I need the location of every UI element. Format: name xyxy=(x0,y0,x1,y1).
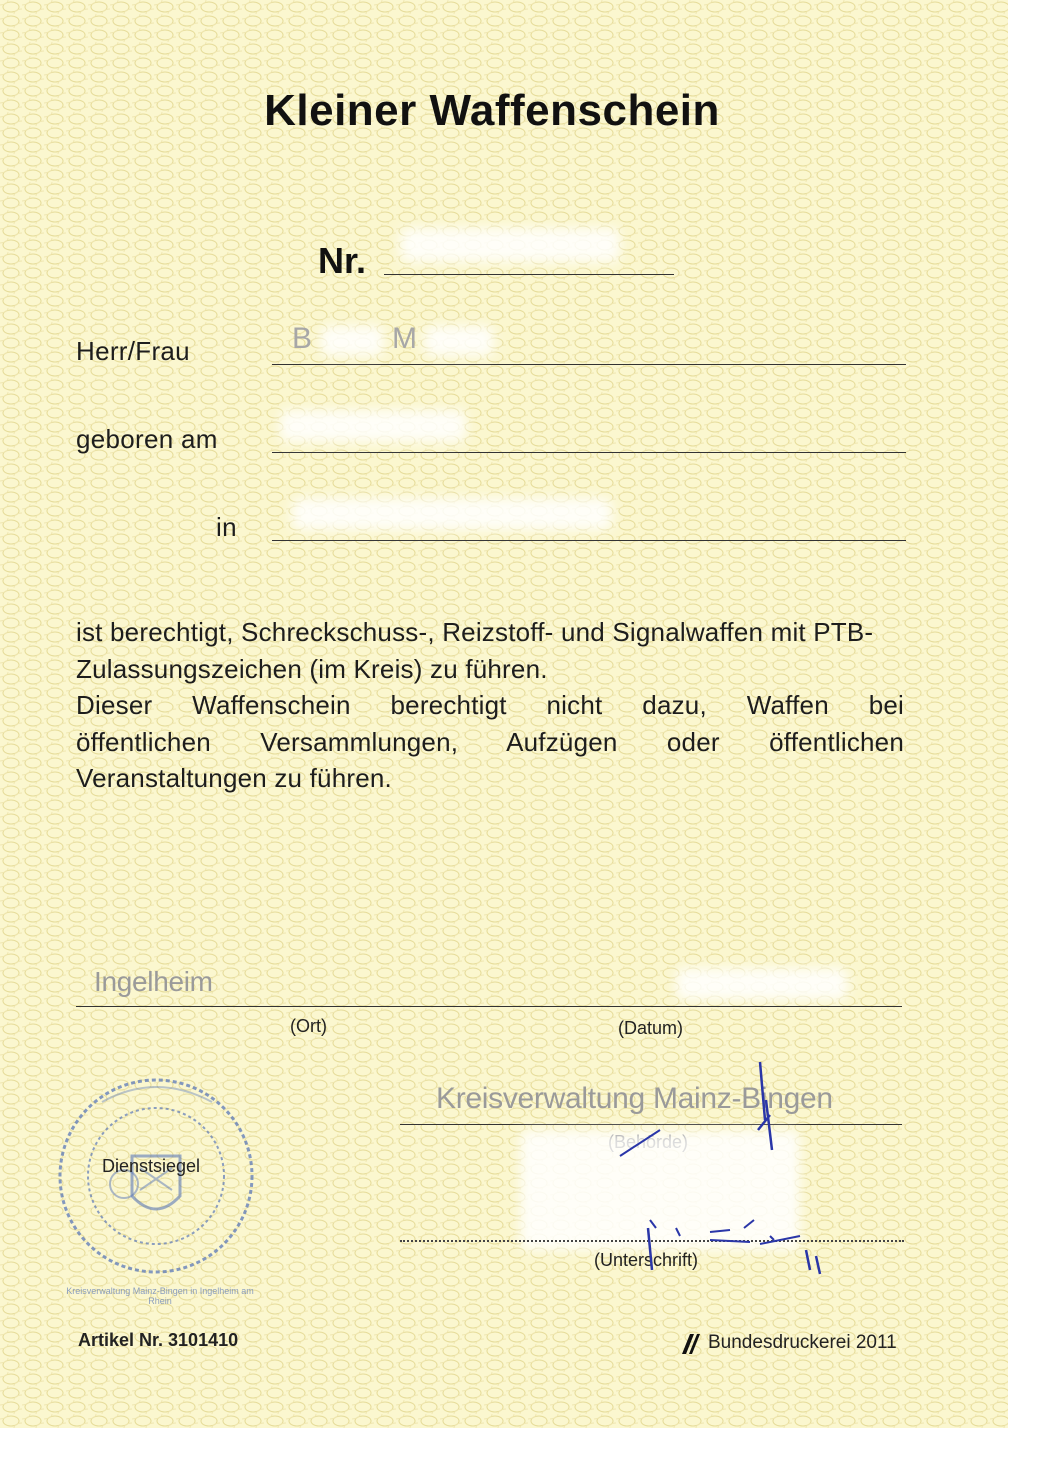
number-line xyxy=(384,274,674,275)
name-redaction-1 xyxy=(320,326,384,356)
date-caption: (Datum) xyxy=(618,1018,684,1038)
place-caption: (Ort) xyxy=(290,1016,327,1036)
place-date-line xyxy=(76,1006,902,1007)
name-last-initial: M xyxy=(392,322,417,355)
authority-value: Kreisverwaltung Mainz-Bingen xyxy=(436,1082,833,1115)
printer-footer: Bundesdruckerei 2011 xyxy=(708,1332,897,1353)
official-seal-stamp xyxy=(52,1072,262,1282)
place-line xyxy=(272,540,906,541)
seal-caption: Dienstsiegel xyxy=(102,1156,201,1176)
date-redaction xyxy=(676,968,848,1000)
number-redaction xyxy=(400,228,620,262)
restriction-line-2: öffentlichen Versammlungen, Aufzügen oder öffentlichen xyxy=(76,726,904,757)
name-first-initial: B xyxy=(292,322,313,355)
place-redaction xyxy=(292,498,612,530)
restriction-line-3: Veranstaltungen zu führen. xyxy=(76,763,392,793)
seal-ring-text: Kreisverwaltung Mainz-Bingen in Ingelheim am Rhein xyxy=(66,1286,254,1306)
signature-ink-strokes xyxy=(560,1060,860,1290)
birth-redaction xyxy=(280,410,466,442)
birth-label: geboren am xyxy=(76,424,218,454)
name-label: Herr/Frau xyxy=(76,336,190,366)
permission-paragraph: ist berechtigt, Schreckschuss-, Reizstoff- und Signalwaffen mit PTB-Zulassungszeichen (im Kreis) zu führen. xyxy=(76,617,874,684)
place-label: in xyxy=(216,512,237,542)
issue-place-value: Ingelheim xyxy=(94,966,213,997)
document-title: Kleiner Waffenschein xyxy=(264,86,720,135)
birth-line xyxy=(272,452,906,453)
name-redaction-2 xyxy=(424,326,494,356)
article-number: Artikel Nr. 3101410 xyxy=(78,1330,239,1350)
restriction-line-1: Dieser Waffenschein berechtigt nicht dazu, Waffen bei xyxy=(76,690,904,720)
signature-caption: (Unterschrift) xyxy=(594,1250,699,1270)
name-line xyxy=(272,364,906,365)
number-label: Nr. xyxy=(318,240,367,281)
bundesdruckerei-logo-icon xyxy=(678,1332,702,1356)
permission-text xyxy=(76,614,904,797)
